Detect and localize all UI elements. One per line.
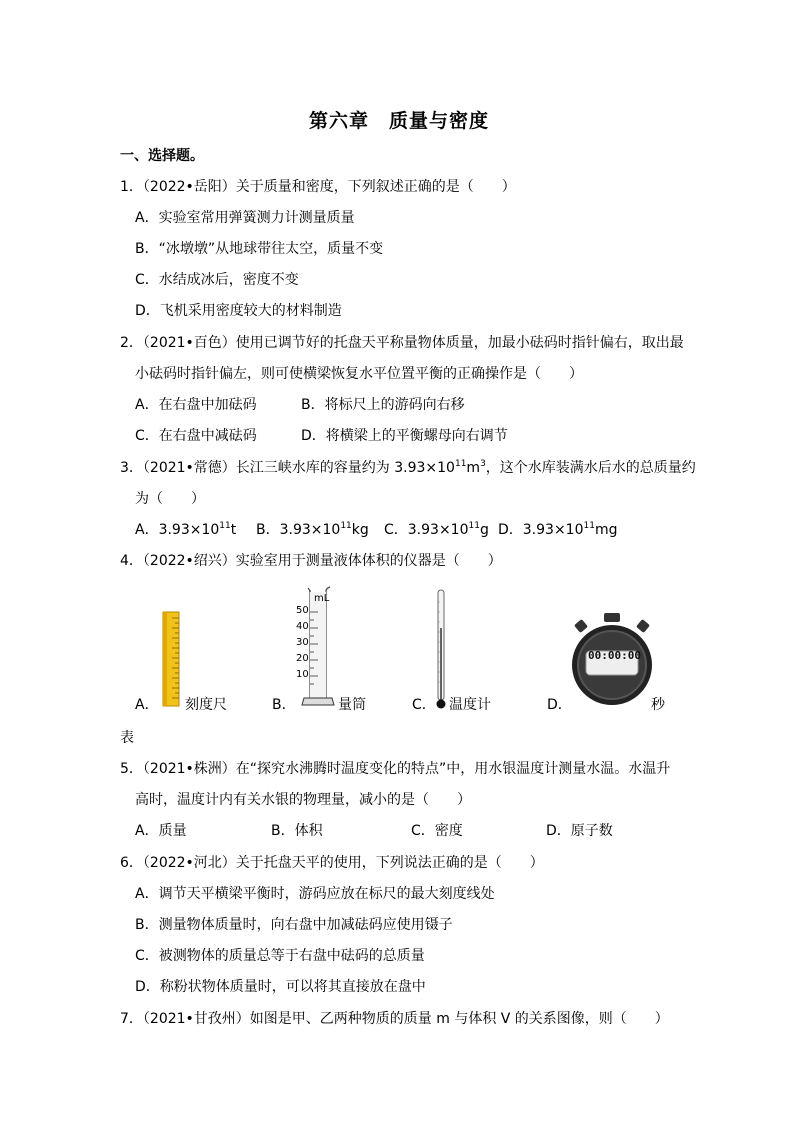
page-title: 第六章 质量与密度: [309, 110, 490, 132]
option-a: A．调节天平横梁平衡时，游码应放在标尺的最大刻度线处: [135, 886, 495, 902]
question-stem-cont: 为（ ）: [135, 491, 205, 507]
ruler-image: [160, 610, 182, 708]
option-b-label: 量筒: [338, 697, 366, 713]
cylinder-tick-30: 30: [296, 637, 309, 648]
question-stem-cont: 高时，温度计内有关水银的物理量，减小的是（ ）: [135, 792, 471, 808]
cylinder-tick-20: 20: [296, 653, 309, 664]
option-b: B．将标尺上的游码向右移: [301, 397, 465, 413]
option-b: B．测量物体质量时，向右盘中加减砝码应使用镊子: [135, 917, 453, 933]
option-a-letter: A．: [135, 697, 159, 713]
thermometer-image: [434, 588, 448, 712]
cylinder-tick-50: 50: [296, 605, 309, 616]
cylinder-unit: mL: [314, 593, 330, 604]
option-a: A．质量: [135, 823, 187, 839]
question-stem: 5．（2021•株洲）在“探究水沸腾时温度变化的特点”中，用水银温度计测量水温。水温升: [120, 761, 671, 777]
option-d: D．将横梁上的平衡螺母向右调节: [301, 428, 508, 444]
option-d: D．$3.93\times 10^{11}mg$: [498, 521, 618, 538]
option-d-label: 秒: [651, 697, 665, 713]
option-a: A．在右盘中加砝码: [135, 397, 257, 413]
cylinder-tick-10: 10: [296, 669, 309, 680]
option-d: D．称粉状物体质量时，可以将其直接放在盘中: [135, 979, 426, 995]
option-b: B．“冰墩墩”从地球带往太空，质量不变: [135, 241, 384, 257]
option-c: C．密度: [411, 823, 463, 839]
option-c: C．$3.93\times 10^{11}g$: [384, 521, 489, 538]
question-stem: 1．（2022•岳阳）关于质量和密度，下列叙述正确的是（ ）: [120, 179, 516, 195]
question-stem: 7．（2021•甘孜州）如图是甲、乙两种物质的质量 m 与体积 V 的关系图像，则（ ）: [120, 1011, 669, 1027]
option-d: D．飞机采用密度较大的材料制造: [135, 303, 342, 319]
section-heading: 一、选择题。: [120, 148, 204, 164]
option-c: C．被测物体的质量总等于右盘中砝码的总质量: [135, 948, 425, 964]
option-d-label-cont: 表: [120, 730, 134, 746]
option-d-letter: D．: [547, 697, 572, 713]
option-c-letter: C．: [412, 697, 436, 713]
option-a: A．实验室常用弹簧测力计测量质量: [135, 210, 355, 226]
cylinder-tick-40: 40: [296, 621, 309, 632]
question-stem: 3．（2021•常德）长江三峡水库的容量约为 $3.93\times 10^{11}m^3$，这个水库装满水后水的总质量约: [120, 459, 696, 476]
option-b: B．体积: [271, 823, 323, 839]
question-stem: 4．（2022•绍兴）实验室用于测量液体体积的仪器是（ ）: [120, 553, 502, 569]
option-a-label: 刻度尺: [185, 697, 227, 713]
option-a: A．$3.93\times 10^{11}t$: [135, 521, 237, 538]
question-stem: 2．（2021•百色）使用已调节好的托盘天平称量物体质量，加最小砝码时指针偏右，取出最: [120, 335, 684, 351]
option-c-label: 温度计: [449, 697, 491, 713]
stopwatch-display: 00:00:00: [588, 649, 641, 662]
option-b: B．$3.93\times 10^{11}kg$: [256, 521, 369, 538]
option-b-letter: B．: [272, 697, 296, 713]
question-stem: 6．（2022•河北）关于托盘天平的使用，下列说法正确的是（ ）: [120, 855, 544, 871]
question-stem-cont: 小砝码时指针偏左，则可使横梁恢复水平位置平衡的正确操作是（ ）: [135, 366, 583, 382]
option-c: C．水结成冰后，密度不变: [135, 272, 299, 288]
option-d: D．原子数: [546, 823, 613, 839]
option-c: C．在右盘中减砝码: [135, 428, 257, 444]
